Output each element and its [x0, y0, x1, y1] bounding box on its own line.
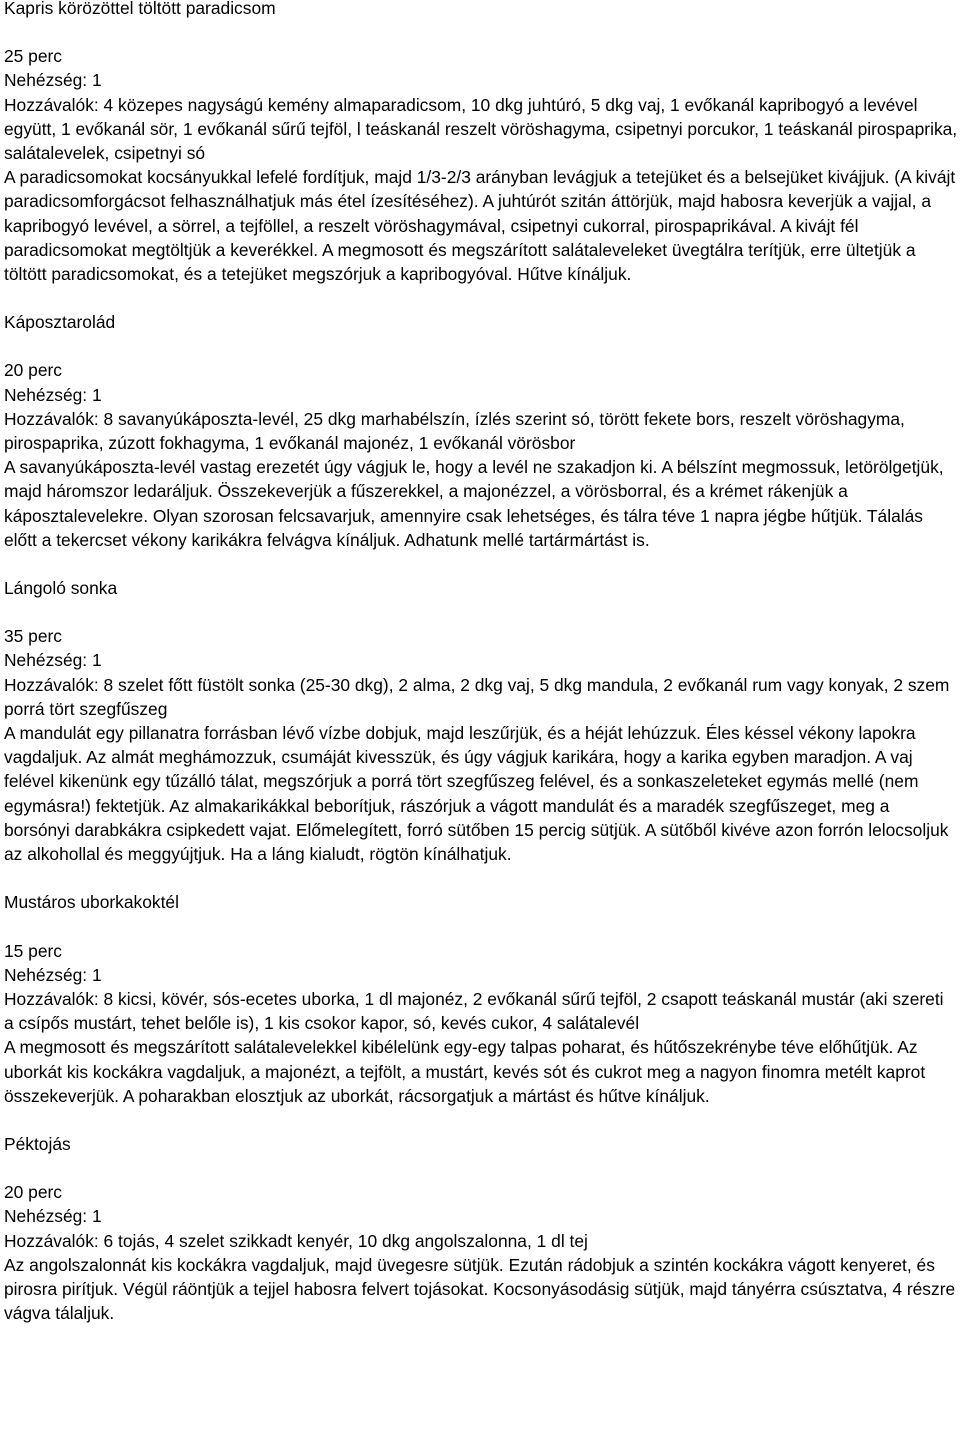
recipe-pektojas [4, 1132, 958, 1325]
recipe-kaposztarolad [4, 310, 958, 552]
spacer [4, 334, 958, 358]
recipe-time: 35 perc [4, 626, 63, 647]
recipe-time: 25 perc [4, 46, 63, 67]
spacer [4, 20, 958, 44]
recipe-difficulty: Nehézség: 1 [4, 1206, 102, 1227]
recipe-time: 20 perc [4, 360, 63, 381]
recipe-instructions: A megmosott és megszárított salátalevelekkel kibélelünk egy-egy talpas poharat, és hűtőszekrénybe téve előhűtjük. Az uborkát kis kockákra vagdaljuk, a majonézt, a tejfölt, a mustárt, kevés sót és cukrot meg a nagyon finomra metélt kaprot összekeverjük. A poharakban elosztjuk az uborkát, rácsorgatjuk a mártást és hűtve kínáljuk. [4, 1037, 926, 1106]
recipe-ingredients: Hozzávalók: 8 szelet főtt füstölt sonka (25-30 dkg), 2 alma, 2 dkg vaj, 5 dkg mandula, 2 evőkanál rum vagy konyak, 2 szem porrá tört szegfűszeg [4, 674, 950, 719]
recipe-instructions: A savanyúkáposzta-levél vastag erezetét úgy vágjuk le, hogy a levél ne szakadjon ki. A bélszínt megmossuk, letörölgetjük, majd háromszor ledaráljuk. Összekeverjük a fűszerekkel, a majonézzel, a vörösborral, és a krémet rákenjük a káposztalevelekre. Olyan szorosan felcsavarjuk, amennyire csak lehetséges, és tálra téve 1 napra jégbe hűtjük. Tálalás előtt a tekercset vékony karikákra felvágva kínáljuk. Adhatunk mellé tartármártást is. [4, 457, 944, 550]
recipe-difficulty: Nehézség: 1 [4, 384, 102, 405]
spacer [4, 915, 958, 939]
document-page [4, 0, 958, 1325]
recipe-instructions: A mandulát egy pillanatra forrásban lévő vízbe dobjuk, majd leszűrjük, és a héját lehúzzuk. Éles késsel vékony lapokra vagdaljuk. Az almát meghámozzuk, csumáját kivesszük, és úgy vágjuk karikára, hogy a karika egyben maradjon. A vaj felével kikenünk egy tűzálló tálat, megszórjuk a porrá tört szegfűszeg felével, és a sonkaszeleteket egymás mellé (nem egymásra!) fektetjük. Az almakarikákkal beborítjuk, rászórjuk a vágott mandulát és a maradék szegfűszeget, meg a borsónyi darabkákra csipkedett vajat. Előmelegített, forró sütőben 15 percig sütjük. A sütőből kivéve azon forrón lelocsoljuk az alkohollal és meggyújtjuk. Ha a láng kialudt, rögtön kínálhatjuk. [4, 723, 949, 865]
spacer [4, 1156, 958, 1180]
recipe-title: Káposztarolád [4, 312, 116, 333]
recipe-time: 15 perc [4, 940, 63, 961]
recipe-ingredients: Hozzávalók: 8 kicsi, kövér, sós-ecetes uborka, 1 dl majonéz, 2 evőkanál sűrű tejföl, 2 csapott teáskanál mustár (aki szereti a csípős mustárt, tehet belőle is), 1 kis csokor kapor, só, kevés cukor, 4 salátalevél [4, 988, 944, 1034]
recipe-time: 20 perc [4, 1182, 63, 1203]
recipe-instructions: Az angolszalonnát kis kockákra vagdaljuk, majd üvegesre sütjük. Ezután rádobjuk a szintén kockákra vágott kenyeret, és pirosra pirítjuk. Végül ráöntjük a tejjel habosra felvert tojásokat. Kocsonyásodásig sütjük, majd tányérra csúsztatva, 4 részre vágva tálaljuk. [4, 1254, 956, 1324]
recipe-langolo-sonka [4, 576, 958, 866]
recipe-title: Kapris körözöttel töltött paradicsom [4, 0, 276, 18]
recipe-difficulty: Nehézség: 1 [4, 70, 102, 91]
recipe-instructions: A paradicsomokat kocsányukkal lefelé fordítjuk, majd 1/3-2/3 arányban levágjuk a tetejüket és a belsejüket kivájjuk. (A kivájt paradicsomforgácsot felhasználhatjuk más étel ízesítéséhez). A juhtúrót szitán áttörjük, majd habosra keverjük a vajjal, a kapribogyó levével, a sörrel, a tejföllel, a reszelt vöröshagymával, csipetnyi cukorral, pirospaprikával. A kivájt fél paradicsomokat megtöltjük a keverékkel. A megmosott és megszárított salátaleveleket üvegtálra terítjük, erre ültetjük a töltött paradicsomokat, és a tetejüket megszórjuk a kapribogyóval. Hűtve kínáljuk. [4, 167, 956, 285]
recipe-title: Péktojás [4, 1133, 71, 1154]
recipe-mustaros-uborkakoktel [4, 890, 958, 1108]
recipe-kapris [4, 0, 958, 286]
recipe-ingredients: Hozzávalók: 6 tojás, 4 szelet szikkadt kenyér, 10 dkg angolszalonna, 1 dl tej [4, 1230, 588, 1251]
recipe-title: Lángoló sonka [4, 578, 118, 599]
recipe-ingredients: Hozzávalók: 4 közepes nagyságú kemény almaparadicsom, 10 dkg juhtúró, 5 dkg vaj, 1 evőkanál kapribogyó a levével együtt, 1 evőkanál sör, 1 evőkanál sűrű tejföl, l teáskanál reszelt vöröshagyma, csipetnyi porcukor, 1 teáskanál pirospaprika, salátalevelek, csipetnyi só [4, 94, 958, 164]
recipe-difficulty: Nehézség: 1 [4, 650, 102, 671]
spacer [4, 600, 958, 624]
recipe-title: Mustáros uborkakoktél [4, 892, 179, 913]
recipe-difficulty: Nehézség: 1 [4, 964, 102, 985]
recipe-ingredients: Hozzávalók: 8 savanyúkáposzta-levél, 25 dkg marhabélszín, ízlés szerint só, törött fekete bors, reszelt vöröshagyma, pirospaprika, zúzott fokhagyma, 1 evőkanál majonéz, 1 evőkanál vörösbor [4, 408, 905, 454]
